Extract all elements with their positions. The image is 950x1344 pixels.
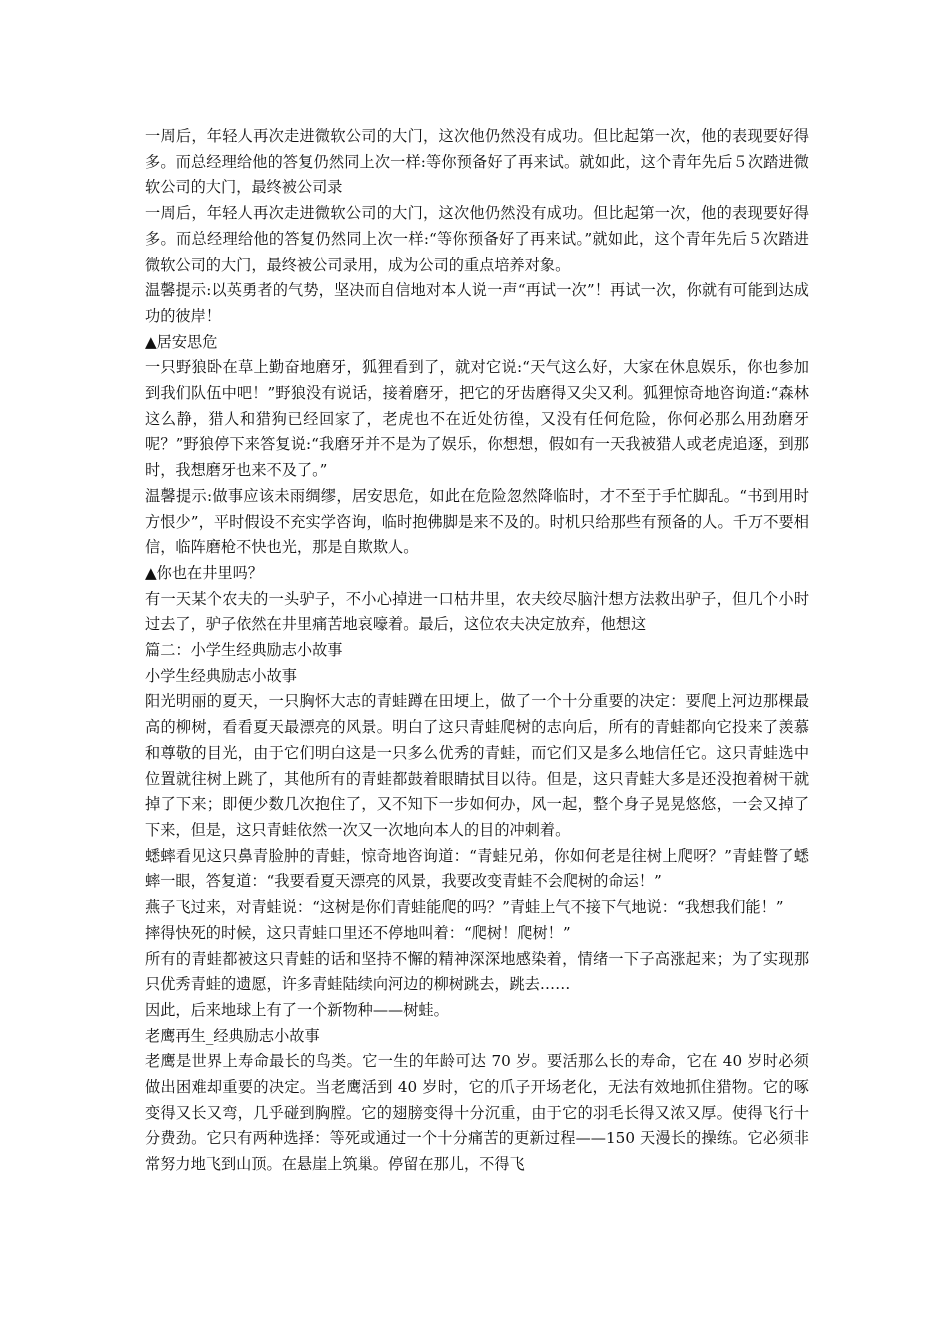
paragraph: 燕子飞过来，对青蛙说：“这树是你们青蛙能爬的吗？”青蛙上气不接下气地说：“我想我们能！” — [145, 898, 784, 917]
paragraph: 蟋蟀看见这只鼻青脸肿的青蛙，惊奇地咨询道：“青蛙兄弟，你如何老是往树上爬呀？”青蛙瞥了蟋蟀一眼，答复道：“我要看夏天漂亮的风景，我要改变青蛙不会爬树的命运！” — [145, 846, 809, 891]
paragraph: 一只野狼卧在草上勤奋地磨牙，狐狸看到了，就对它说:“天气这么好，大家在休息娱乐，你也参加到我们队伍中吧！”野狼没有说话，接着磨牙，把它的牙齿磨得又尖又利。狐狸惊奇地咨询道:“森林这么静，猎人和猎狗已经回家了，老虎也不在近处彷徨，又没有任何危险，你何必那么用劲磨牙呢？”野狼停下来答复说:“我磨牙并不是为了娱乐，你想想，假如有一天我被猎人或老虎追逐，到那时，我想磨牙也来不及了。” — [145, 358, 809, 480]
tip-paragraph: 温馨提示:以英勇者的气势，坚决而自信地对本人说一声“再试一次”！再试一次，你就有可能到达成功的彼岸！ — [145, 281, 809, 325]
tip-paragraph: 温馨提示:做事应该未雨绸缪，居安思危，如此在危险忽然降临时，才不至于手忙脚乱。“书到用时方恨少”，平时假设不充实学咨询，临时抱佛脚是来不及的。时机只给那些有预备的人。千万不要相信，临阵磨枪不快也光，那是自欺欺人。 — [145, 486, 809, 557]
story-title: 老鹰再生_经典励志小故事 — [145, 1026, 320, 1045]
chapter-heading: 篇二：小学生经典励志小故事 — [145, 641, 343, 660]
paragraph: 所有的青蛙都被这只青蛙的话和坚持不懈的精神深深地感染着，情绪一下子高涨起来；为了实现那只优秀青蛙的遗愿，许多青蛙陆续向河边的柳树跳去，跳去…… — [145, 949, 809, 994]
paragraph: 老鹰是世界上寿命最长的鸟类。它一生的年龄可达 70 岁。要活那么长的寿命，它在 40 岁时必须做出困难却重要的决定。当老鹰活到 40 岁时，它的爪子开场老化，无法有效地抓住猎物。它的啄变得又长又弯，几乎碰到胸膛。它的翅膀变得十分沉重，由于它的羽毛长得又浓又厚。使得飞行十分费劲。它只有两种选择：等死或通过一个十分痛苦的更新过程——150 天漫长的操练。它必须非常努力地飞到山顶。在悬崖上筑巢。停留在那儿，不得飞 — [145, 1052, 809, 1174]
paragraph: 有一天某个农夫的一头驴子，不小心掉进一口枯井里，农夫绞尽脑汁想方法救出驴子，但几个小时过去了，驴子依然在井里痛苦地哀嚎着。最后，这位农夫决定放弃，他想这 — [145, 589, 809, 634]
document-page — [145, 124, 809, 1178]
section-heading: ▲你也在井里吗？ — [145, 563, 263, 582]
paragraph: 阳光明丽的夏天，一只胸怀大志的青蛙蹲在田埂上，做了一个十分重要的决定：要爬上河边那棵最高的柳树，看看夏天最漂亮的风景。明白了这只青蛙爬树的志向后，所有的青蛙都向它投来了羡慕和尊敬的目光，由于它们明白这是一只多么优秀的青蛙，而它们又是多么地信任它。这只青蛙选中位置就往树上跳了，其他所有的青蛙都鼓着眼睛拭目以待。但是，这只青蛙大多是还没抱着树干就掉了下来；即便少数几次抱住了，又不知下一步如何办，风一起，整个身子晃晃悠悠，一会又掉了下来，但是，这只青蛙依然一次又一次地向本人的目的冲刺着。 — [145, 692, 809, 839]
paragraph: 摔得快死的时候，这只青蛙口里还不停地叫着：“爬树！爬树！” — [145, 923, 571, 942]
story-title: 小学生经典励志小故事 — [145, 666, 297, 685]
paragraph: 一周后，年轻人再次走进微软公司的大门，这次他仍然没有成功。但比起第一次，他的表现要好得多。而总经理给他的答复仍然同上次一样:“等你预备好了再来试。”就如此，这个青年先后５次踏进微软公司的大门，最终被公司录用，成为公司的重点培养对象。 — [145, 204, 809, 274]
paragraph: 一周后，年轻人再次走进微软公司的大门，这次他仍然没有成功。但比起第一次，他的表现要好得多。而总经理给他的答复仍然同上次一样:等你预备好了再来试。就如此，这个青年先后５次踏进微软公司的大门，最终被公司录 — [145, 127, 809, 197]
section-heading: ▲居安思危 — [145, 332, 218, 351]
paragraph: 因此，后来地球上有了一个新物种——树蛙。 — [145, 1000, 449, 1019]
